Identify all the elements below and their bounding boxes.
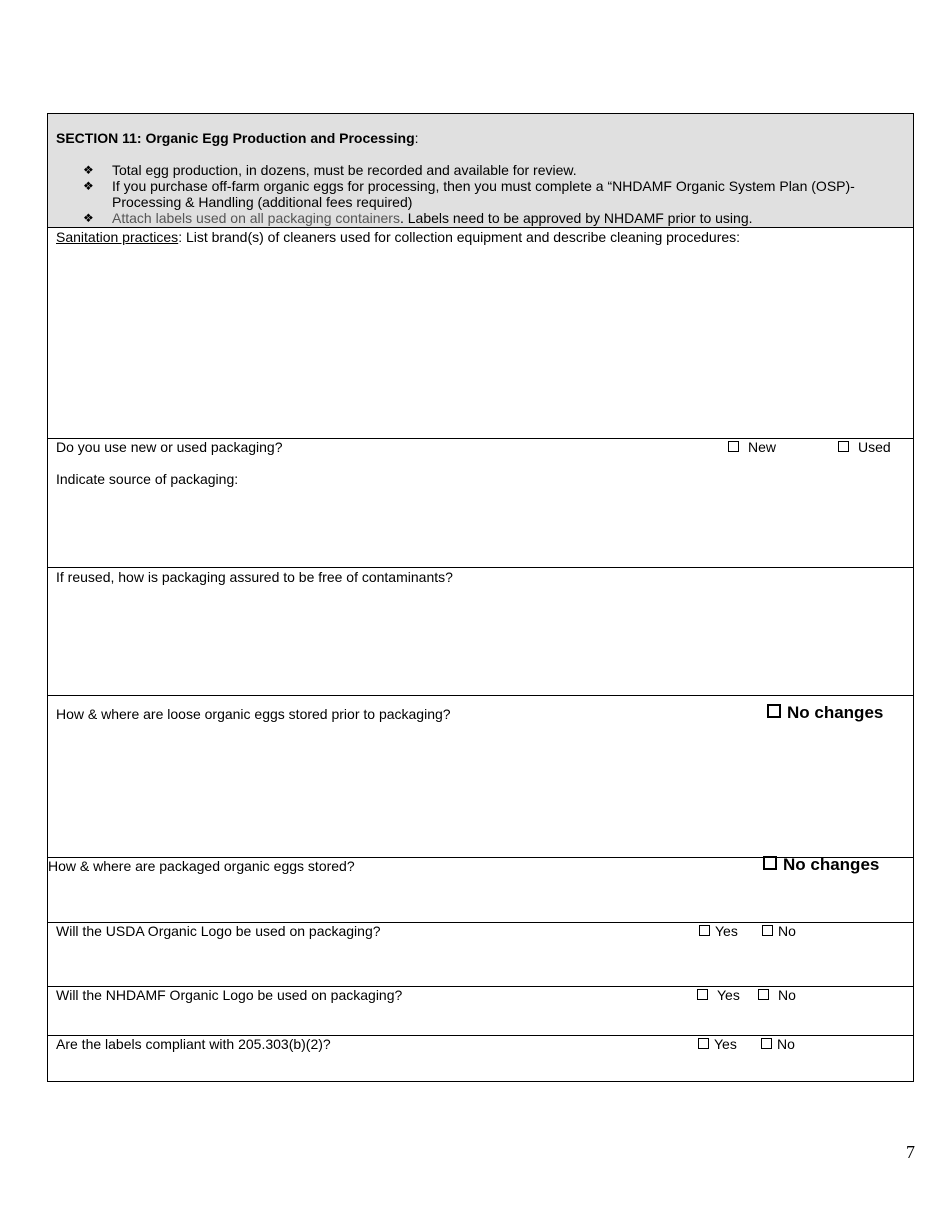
packaging-row[interactable] [48, 439, 913, 568]
checkbox-icon [758, 989, 769, 1000]
no-checkbox[interactable]: No [761, 1036, 795, 1052]
instruction-item: ❖ Total egg production, in dozens, must be recorded and available for review. [83, 162, 577, 178]
loose-storage-question: How & where are loose organic eggs stored prior to packaging? [56, 706, 451, 722]
checkbox-icon [761, 1038, 772, 1049]
bullet-diamond-icon: ❖ [83, 211, 94, 225]
packaging-source-label: Indicate source of packaging: [56, 471, 239, 487]
checkbox-icon [838, 441, 849, 452]
sanitation-row[interactable] [48, 228, 913, 439]
reused-row[interactable] [48, 568, 913, 696]
checkbox-icon [697, 989, 708, 1000]
new-checkbox[interactable]: New [728, 439, 776, 455]
yes-checkbox[interactable]: Yes [698, 1036, 737, 1052]
yes-checkbox[interactable]: Yes [697, 987, 740, 1003]
packaged-storage-row[interactable] [48, 855, 913, 923]
no-checkbox[interactable]: No [762, 923, 796, 939]
nhdamf-logo-row [48, 987, 913, 1036]
page-number: 7 [906, 1142, 915, 1162]
reused-question: If reused, how is packaging assured to be free of contaminants? [56, 569, 453, 585]
bullet-diamond-icon: ❖ [83, 179, 94, 193]
checkbox-icon [767, 704, 781, 718]
used-checkbox[interactable]: Used [838, 439, 891, 455]
instruction-item: ❖ If you purchase off-farm organic eggs for processing, then you must complete a “NHDAMF Organic System Plan (OSP)-Processing & Handling (additional fees required) [83, 178, 855, 210]
instruction-item: ❖ Attach labels used on all packaging containers. Labels need to be approved by NHDAMF prior to using. [83, 210, 753, 226]
instruction-list [83, 162, 883, 226]
checkbox-icon [762, 925, 773, 936]
checkbox-icon [728, 441, 739, 452]
no-changes-checkbox[interactable]: No changes [767, 703, 883, 723]
section-title: SECTION 11: Organic Egg Production and Processing: [56, 130, 419, 146]
checkbox-icon [699, 925, 710, 936]
yes-checkbox[interactable]: Yes [699, 923, 738, 939]
labels-compliance-question: Are the labels compliant with 205.303(b)(2)? [56, 1036, 331, 1052]
usda-logo-question: Will the USDA Organic Logo be used on packaging? [56, 923, 381, 939]
nhdamf-logo-question: Will the NHDAMF Organic Logo be used on packaging? [56, 987, 403, 1003]
no-checkbox[interactable]: No [758, 987, 796, 1003]
usda-logo-row [48, 923, 913, 987]
packaging-question: Do you use new or used packaging? [56, 439, 283, 455]
checkbox-icon [698, 1038, 709, 1049]
bullet-diamond-icon: ❖ [83, 163, 94, 177]
no-changes-checkbox[interactable]: No changes [763, 855, 879, 875]
labels-compliance-row [48, 1036, 913, 1081]
section-header [48, 114, 913, 228]
organic-egg-form [47, 113, 914, 1082]
checkbox-icon [763, 856, 777, 870]
loose-storage-row[interactable] [48, 696, 913, 858]
packaged-storage-question: How & where are packaged organic eggs stored? [48, 858, 355, 874]
sanitation-question: Sanitation practices: List brand(s) of cleaners used for collection equipment and describe cleaning procedures: [56, 229, 741, 245]
